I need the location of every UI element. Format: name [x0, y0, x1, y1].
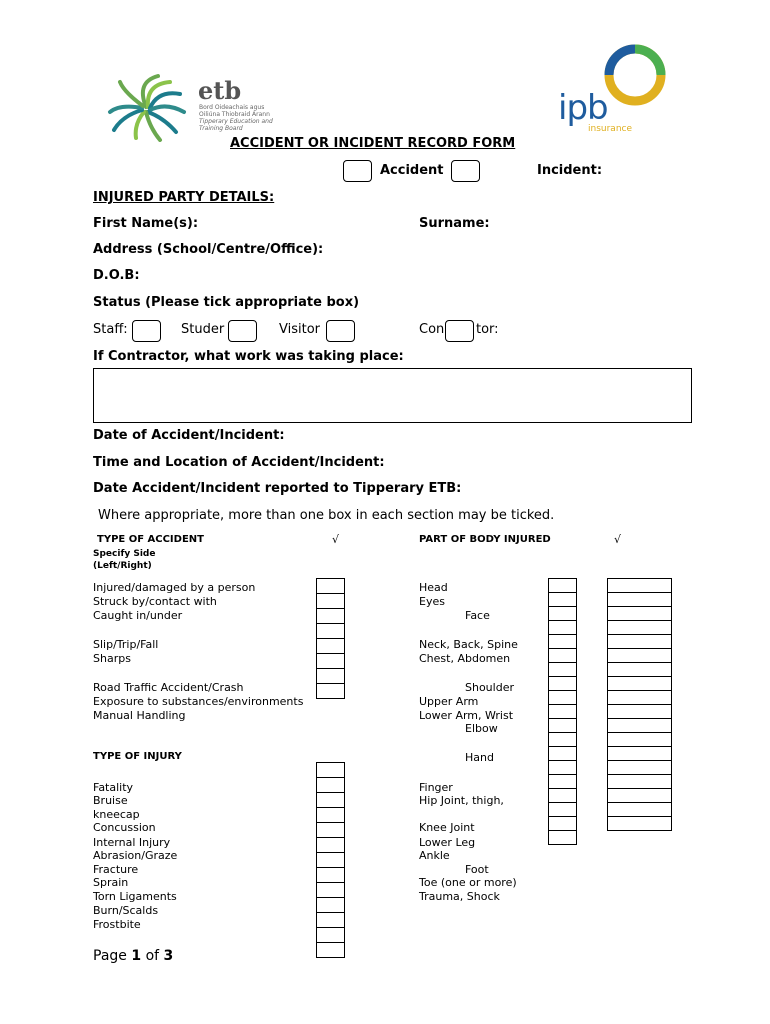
incident-checkbox[interactable]: [451, 160, 480, 182]
body-tick-box[interactable]: [548, 592, 577, 606]
etb-swirl-icon: [106, 72, 191, 142]
injury-item-7: Fracture: [93, 863, 139, 876]
surname-label: Surname:: [419, 216, 490, 231]
reported-label: Date Accident/Incident reported to Tipperary ETB:: [93, 481, 462, 496]
side-box[interactable]: [607, 634, 672, 648]
contractor-label-a: Con: [419, 322, 445, 337]
accident-item-3: Caught in/under: [93, 609, 183, 622]
injury-tick-box[interactable]: [316, 792, 345, 807]
injury-tick-box[interactable]: [316, 927, 345, 942]
injury-tick-box[interactable]: [316, 762, 345, 777]
injury-tick-box[interactable]: [316, 867, 345, 882]
accident-item-5: Sharps: [93, 652, 131, 665]
page-word: Page: [93, 948, 127, 964]
body-item-8: Lower Arm, Wrist: [419, 709, 514, 722]
etb-logo: [106, 72, 291, 142]
side-box[interactable]: [607, 690, 672, 704]
of-word: of: [145, 948, 160, 964]
injury-tick-box[interactable]: [316, 837, 345, 852]
injury-tick-box[interactable]: [316, 942, 345, 957]
body-tick-box[interactable]: [548, 760, 577, 774]
side-box[interactable]: [607, 676, 672, 690]
page-footer: [93, 948, 173, 964]
side-box[interactable]: [607, 662, 672, 676]
body-tick-box[interactable]: [548, 578, 577, 592]
incident-label: Incident:: [537, 163, 603, 178]
body-item-12: Hip Joint, thigh,: [419, 794, 504, 807]
body-tick-box[interactable]: [548, 648, 577, 662]
date-label: Date of Accident/Incident:: [93, 428, 285, 443]
injury-item-8: Sprain: [93, 876, 129, 889]
accident-item-2: Struck by/contact with: [93, 595, 217, 608]
body-item-13: Knee Joint: [419, 821, 475, 834]
ipb-name: ipb: [558, 88, 608, 128]
accident-tick-column: [316, 578, 345, 699]
injured-heading: INJURED PARTY DETAILS:: [93, 190, 275, 205]
accident-tick-box[interactable]: [316, 623, 345, 638]
injury-item-2: Bruise: [93, 794, 128, 807]
part-body-heading: PART OF BODY INJURED: [419, 534, 551, 545]
etb-tagline: [199, 104, 273, 132]
body-item-7: Upper Arm: [419, 695, 479, 708]
body-tick-box[interactable]: [548, 662, 577, 676]
injury-item-1: Fatality: [93, 781, 134, 794]
body-item-5: Chest, Abdomen: [419, 652, 511, 665]
contractor-work-field[interactable]: [93, 368, 692, 423]
body-tick-box[interactable]: [548, 788, 577, 802]
visitor-checkbox[interactable]: [326, 320, 355, 342]
status-label: Status (Please tick appropriate box): [93, 295, 360, 310]
type-accident-heading: TYPE OF ACCIDENT: [97, 534, 204, 545]
side-box[interactable]: [607, 704, 672, 718]
accident-item-8: Manual Handling: [93, 709, 186, 722]
side-box[interactable]: [607, 620, 672, 634]
body-item-11: Finger: [419, 781, 453, 794]
body-tick-box[interactable]: [548, 718, 577, 732]
type-injury-heading: TYPE OF INJURY: [93, 751, 182, 762]
contractor-checkbox[interactable]: [445, 320, 474, 342]
body-tick-box[interactable]: [548, 746, 577, 760]
accident-tick-box[interactable]: [316, 668, 345, 683]
form-title: ACCIDENT OR INCIDENT RECORD FORM: [230, 136, 516, 151]
side-box[interactable]: [607, 592, 672, 606]
body-tick-box[interactable]: [548, 704, 577, 718]
injury-tick-box[interactable]: [316, 912, 345, 927]
student-checkbox[interactable]: [228, 320, 257, 342]
student-label: Studer: [181, 322, 225, 337]
body-item-9: Elbow: [465, 722, 498, 735]
side-box[interactable]: [607, 774, 672, 788]
contractor-label-b: tor:: [476, 322, 499, 337]
specify-side-2: (Left/Right): [93, 561, 152, 571]
etb-line2: Oiliúna Thiobraid Árann: [199, 111, 270, 118]
body-item-1: Head: [419, 581, 448, 594]
side-column: [607, 578, 672, 831]
body-tick-box[interactable]: [548, 830, 577, 844]
etb-line4: Training Board: [199, 125, 243, 132]
injury-tick-box[interactable]: [316, 897, 345, 912]
body-tick-box[interactable]: [548, 816, 577, 830]
accident-item-1: Injured/damaged by a person: [93, 581, 256, 594]
body-tick-box[interactable]: [548, 620, 577, 634]
injury-tick-box[interactable]: [316, 822, 345, 837]
accident-tick-box[interactable]: [316, 593, 345, 608]
accident-tick-box[interactable]: [316, 578, 345, 593]
left-tick-header: √: [332, 533, 340, 546]
body-item-17: Toe (one or more): [419, 876, 517, 889]
side-box[interactable]: [607, 732, 672, 746]
address-label: Address (School/Centre/Office):: [93, 242, 324, 257]
dob-label: D.O.B:: [93, 268, 140, 283]
injury-item-6: Abrasion/Graze: [93, 849, 178, 862]
side-box[interactable]: [607, 746, 672, 760]
side-box[interactable]: [607, 760, 672, 774]
side-box[interactable]: [607, 578, 672, 592]
right-tick-header: √: [614, 533, 622, 546]
side-box[interactable]: [607, 816, 672, 830]
accident-item-7: Exposure to substances/environments: [93, 695, 304, 708]
ipb-sub: insurance: [588, 124, 633, 134]
body-item-16: Foot: [465, 863, 489, 876]
accident-item-6: Road Traffic Accident/Crash: [93, 681, 244, 694]
body-item-3: Face: [465, 609, 490, 622]
injury-tick-column: [316, 762, 345, 958]
body-item-14: Lower Leg: [419, 836, 476, 849]
contractor-question: If Contractor, what work was taking place:: [93, 349, 404, 364]
accident-tick-box[interactable]: [316, 653, 345, 668]
side-box[interactable]: [607, 648, 672, 662]
injury-item-11: Frostbite: [93, 918, 141, 931]
body-tick-box[interactable]: [548, 802, 577, 816]
first-name-label: First Name(s):: [93, 216, 199, 231]
body-tick-column: [548, 578, 577, 845]
body-tick-box[interactable]: [548, 606, 577, 620]
side-box[interactable]: [607, 606, 672, 620]
body-tick-box[interactable]: [548, 690, 577, 704]
body-tick-box[interactable]: [548, 676, 577, 690]
etb-line1: Bord Oideachais agus: [199, 104, 265, 111]
injury-tick-box[interactable]: [316, 852, 345, 867]
injury-item-9: Torn Ligaments: [93, 890, 177, 903]
instruction-text: Where appropriate, more than one box in each section may be ticked.: [98, 508, 555, 523]
specify-side-1: Specify Side: [93, 549, 156, 559]
side-box[interactable]: [607, 718, 672, 732]
etb-name: etb: [198, 76, 242, 105]
time-location-label: Time and Location of Accident/Incident:: [93, 455, 385, 470]
ipb-logo: [558, 40, 673, 140]
accident-item-4: Slip/Trip/Fall: [93, 638, 159, 651]
injury-tick-box[interactable]: [316, 882, 345, 897]
visitor-label: Visitor: [279, 322, 320, 337]
body-item-2: Eyes: [419, 595, 445, 608]
body-item-4: Neck, Back, Spine: [419, 638, 518, 651]
side-box[interactable]: [607, 788, 672, 802]
injury-item-4: Concussion: [93, 821, 156, 834]
accident-label: Accident: [380, 163, 444, 178]
etb-line3: Tipperary Education and: [199, 118, 273, 125]
staff-checkbox[interactable]: [132, 320, 161, 342]
injury-item-5: Internal Injury: [93, 836, 171, 849]
page-total: 3: [163, 948, 174, 964]
body-tick-box[interactable]: [548, 732, 577, 746]
body-item-10: Hand: [465, 751, 494, 764]
body-item-6: Shoulder: [465, 681, 514, 694]
body-item-15: Ankle: [419, 849, 450, 862]
accident-tick-box[interactable]: [316, 608, 345, 623]
accident-tick-box[interactable]: [316, 683, 345, 698]
injury-item-10: Burn/Scalds: [93, 904, 159, 917]
side-box[interactable]: [607, 802, 672, 816]
injury-tick-box[interactable]: [316, 807, 345, 822]
injury-tick-box[interactable]: [316, 777, 345, 792]
accident-tick-box[interactable]: [316, 638, 345, 653]
body-item-18: Trauma, Shock: [419, 890, 500, 903]
staff-label: Staff:: [93, 322, 128, 337]
body-tick-box[interactable]: [548, 774, 577, 788]
accident-checkbox[interactable]: [343, 160, 372, 182]
ipb-ring-icon: [600, 40, 670, 110]
page-number: 1: [131, 948, 142, 964]
body-tick-box[interactable]: [548, 634, 577, 648]
injury-item-3: kneecap: [93, 808, 140, 821]
specify-side: [93, 548, 155, 572]
